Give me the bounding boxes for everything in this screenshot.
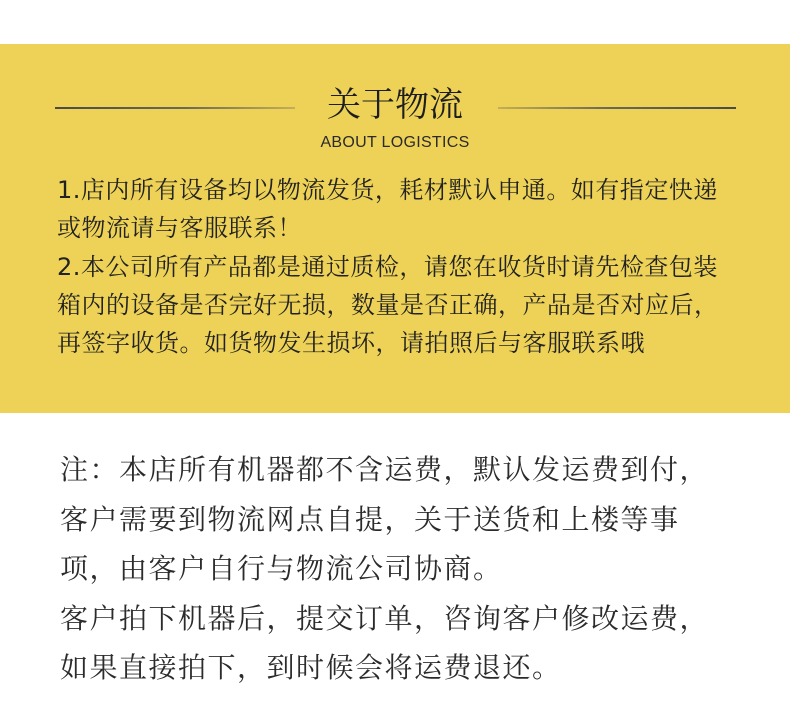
logistics-notice (57, 171, 757, 362)
section-subtitle: ABOUT LOGISTICS (320, 134, 470, 151)
notice-line: 1.店内所有设备均以物流发货，耗材默认申通。如有指定快递 (57, 176, 718, 204)
note-line: 客户需要到物流网点自提，关于送货和上楼等事 (60, 502, 680, 536)
note-line: 项，由客户自行与物流公司协商。 (60, 552, 503, 585)
shipping-fee-note (60, 445, 760, 693)
note-line: 如果直接拍下，到时候会将运费退还。 (60, 651, 562, 684)
title-divider-right (498, 107, 736, 109)
notice-line: 2.本公司所有产品都是通过质检，请您在收货时请先检查包装 (57, 252, 718, 281)
note-line: 客户拍下机器后，提交订单，咨询客户修改运费， (60, 601, 710, 635)
note-line: 注：本店所有机器都不含运费，默认发运费到付， (60, 453, 710, 486)
notice-line: 箱内的设备是否完好无损，数量是否正确，产品是否对应后， (57, 290, 719, 319)
notice-line: 再签字收货。如货物发生损坏，请拍照后与客服联系哦 (57, 329, 645, 358)
section-title: 关于物流 (327, 85, 463, 125)
notice-line: 或物流请与客服联系！ (57, 214, 302, 243)
